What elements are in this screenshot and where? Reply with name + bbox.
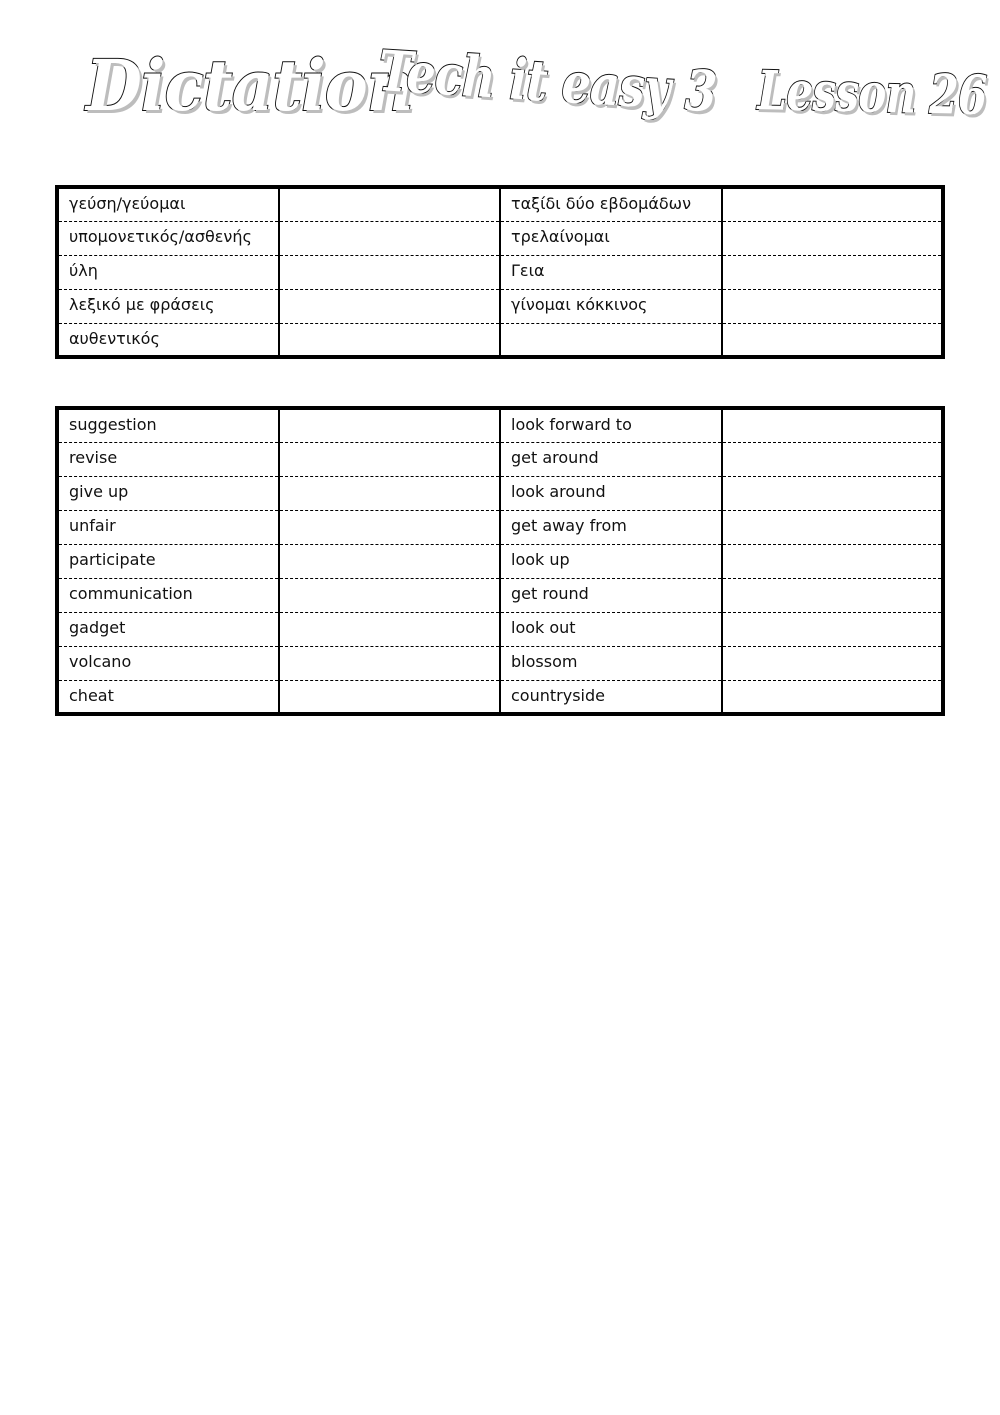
word-cell: get away from xyxy=(500,510,722,544)
answer-cell[interactable] xyxy=(279,221,501,255)
table-row xyxy=(57,680,943,714)
answer-cell[interactable] xyxy=(279,442,501,476)
word-cell: get around xyxy=(500,442,722,476)
answer-cell[interactable] xyxy=(279,187,501,221)
table-row xyxy=(57,646,943,680)
table-row xyxy=(57,187,943,221)
answer-cell[interactable] xyxy=(279,255,501,289)
english-vocabulary-table xyxy=(55,406,945,716)
table-row xyxy=(57,323,943,357)
dictation-title: Dictation xyxy=(86,44,413,127)
lesson-title: Lesson 26 xyxy=(757,58,987,128)
answer-cell[interactable] xyxy=(722,255,944,289)
answer-cell[interactable] xyxy=(279,408,501,442)
answer-cell[interactable] xyxy=(722,544,944,578)
answer-cell[interactable] xyxy=(722,187,944,221)
word-cell: αυθεντικός xyxy=(69,328,160,348)
answer-cell[interactable] xyxy=(722,680,944,714)
answer-cell[interactable] xyxy=(722,510,944,544)
word-cell: ταξίδι δύο εβδομάδων xyxy=(500,187,722,221)
word-cell: ύλη xyxy=(57,255,279,289)
table-row xyxy=(57,510,943,544)
answer-cell[interactable] xyxy=(722,408,944,442)
table-row xyxy=(57,544,943,578)
word-cell: gadget xyxy=(57,612,279,646)
answer-cell[interactable] xyxy=(279,476,501,510)
word-cell: blossom xyxy=(500,646,722,680)
answer-cell[interactable] xyxy=(279,510,501,544)
word-cell: γίνομαι κόκκινος xyxy=(500,289,722,323)
answer-cell[interactable] xyxy=(722,323,944,357)
word-cell: suggestion xyxy=(57,408,279,442)
answer-cell[interactable] xyxy=(279,680,501,714)
answer-cell[interactable] xyxy=(279,612,501,646)
word-cell: countryside xyxy=(500,680,722,714)
table-row xyxy=(57,476,943,510)
word-cell: look out xyxy=(500,612,722,646)
word-cell: unfair xyxy=(57,510,279,544)
word-cell: υπομονετικός/ασθενής xyxy=(57,221,279,255)
word-cell: communication xyxy=(57,578,279,612)
table-row xyxy=(57,408,943,442)
answer-cell[interactable] xyxy=(722,221,944,255)
greek-vocabulary-table xyxy=(55,185,945,359)
word-cell: cheat xyxy=(69,685,114,705)
word-cell: give up xyxy=(57,476,279,510)
word-cell: volcano xyxy=(57,646,279,680)
table-row xyxy=(57,612,943,646)
answer-cell[interactable] xyxy=(279,289,501,323)
answer-cell[interactable] xyxy=(279,578,501,612)
table-row xyxy=(57,578,943,612)
table-row xyxy=(57,289,943,323)
answer-cell[interactable] xyxy=(722,442,944,476)
word-cell: look forward to xyxy=(500,408,722,442)
word-cell xyxy=(500,323,722,357)
answer-cell[interactable] xyxy=(722,476,944,510)
word-cell: γεύση/γεύομαι xyxy=(57,187,279,221)
word-cell: Γεια xyxy=(500,255,722,289)
answer-cell[interactable] xyxy=(279,544,501,578)
book-title: Tech it easy 3 xyxy=(377,38,718,126)
answer-cell[interactable] xyxy=(722,646,944,680)
table-row xyxy=(57,221,943,255)
word-cell: get round xyxy=(500,578,722,612)
word-cell: revise xyxy=(57,442,279,476)
answer-cell[interactable] xyxy=(279,646,501,680)
answer-cell[interactable] xyxy=(722,612,944,646)
answer-cell[interactable] xyxy=(279,323,501,357)
table-row xyxy=(57,255,943,289)
word-cell: λεξικό με φράσεις xyxy=(57,289,279,323)
word-cell: τρελαίνομαι xyxy=(500,221,722,255)
word-cell: look up xyxy=(500,544,722,578)
word-cell: participate xyxy=(57,544,279,578)
answer-cell[interactable] xyxy=(722,578,944,612)
answer-cell[interactable] xyxy=(722,289,944,323)
word-cell: look around xyxy=(500,476,722,510)
table-row xyxy=(57,442,943,476)
